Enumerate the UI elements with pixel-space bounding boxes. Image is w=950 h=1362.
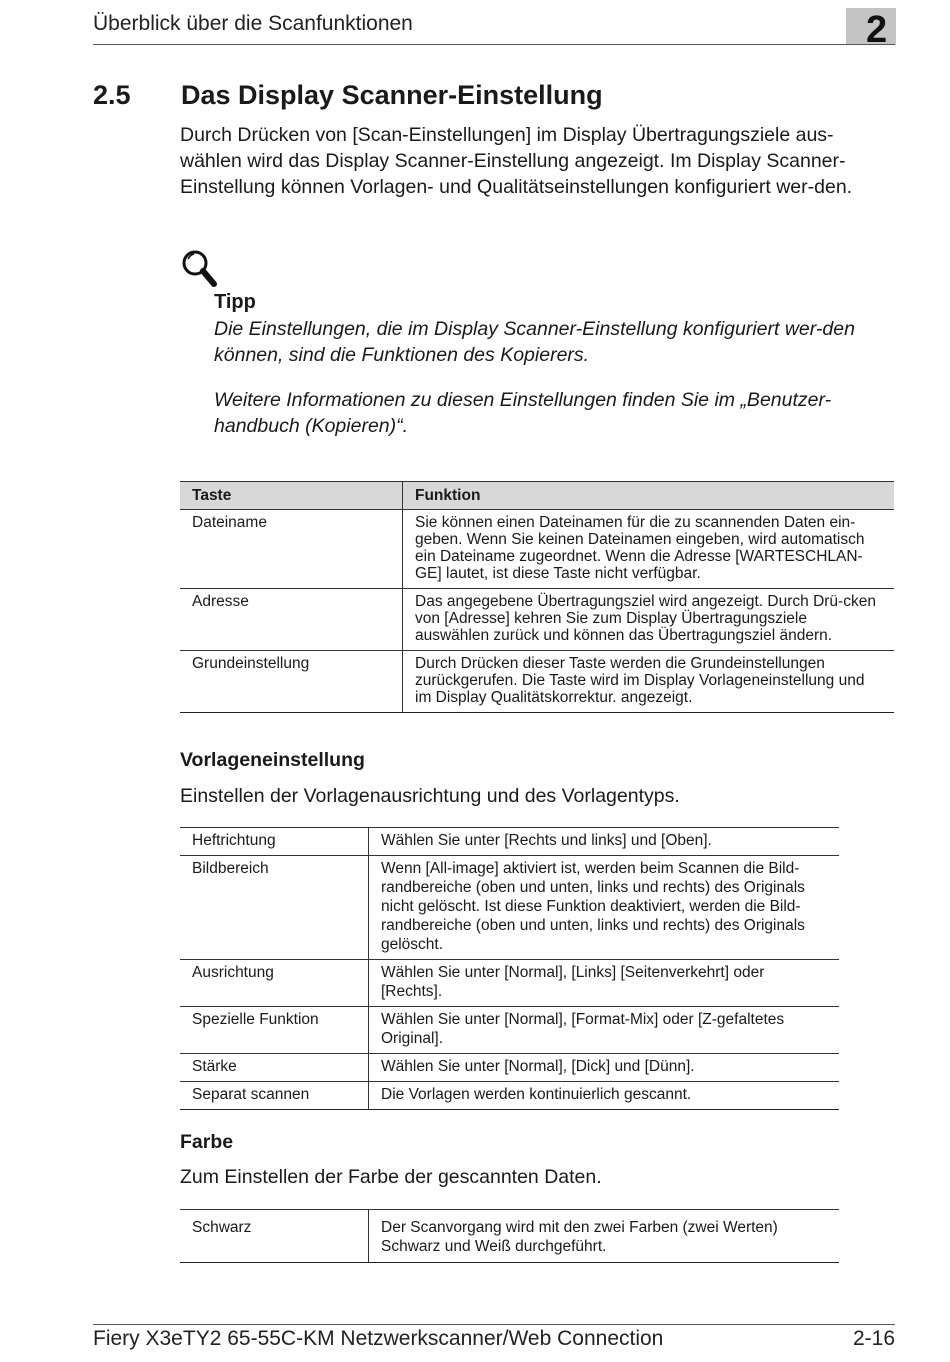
table-row xyxy=(180,1210,839,1263)
keys-table xyxy=(180,481,894,713)
magnifier-icon xyxy=(181,249,217,287)
running-header: Überblick über die Scanfunktionen xyxy=(93,12,413,35)
table-row xyxy=(180,856,839,960)
table-row xyxy=(180,510,894,589)
key-cell: Adresse xyxy=(180,589,403,651)
tip-paragraph-1: Die Einstellungen, die im Display Scanner-Einstellung konfiguriert wer-den können, sind die Funktionen des Kopierers. xyxy=(214,318,855,366)
table-row xyxy=(180,651,894,713)
description-cell: Die Vorlagen werden kontinuierlich gescannt. xyxy=(369,1082,840,1110)
setting-cell: Stärke xyxy=(180,1054,369,1082)
chapter-number: 2 xyxy=(866,9,888,51)
column-header: Funktion xyxy=(403,482,895,510)
subsection-text-vorlage: Einstellen der Vorlagenausrichtung und des Vorlagentyps. xyxy=(180,785,680,807)
description-cell: Der Scanvorgang wird mit den zwei Farben (zwei Werten) Schwarz und Weiß durchgeführt. xyxy=(369,1210,840,1263)
table-header-row xyxy=(180,482,894,510)
tip-paragraph-2: Weitere Informationen zu diesen Einstellungen finden Sie im „Benutzer-handbuch (Kopieren)“. xyxy=(214,389,832,437)
vorlage-table xyxy=(180,827,839,1110)
setting-cell: Spezielle Funktion xyxy=(180,1007,369,1054)
key-cell: Grundeinstellung xyxy=(180,651,403,713)
subsection-text-farbe: Zum Einstellen der Farbe der gescannten Daten. xyxy=(180,1166,602,1188)
section-number: 2.5 xyxy=(93,80,131,110)
header-rule xyxy=(93,44,895,45)
footer-product-title: Fiery X3eTY2 65-55C-KM Netzwerkscanner/Web Connection xyxy=(93,1327,664,1350)
description-cell: Wenn [All-image] aktiviert ist, werden beim Scannen die Bild-randbereiche (oben und unten, links und rechts) des Originals nicht gelöscht. Ist diese Funktion deaktiviert, werden die Bild-randbereiche (oben und unten, links und rechts) des Originals gelöscht. xyxy=(369,856,840,960)
page-number: 2-16 xyxy=(852,1327,895,1350)
footer-rule xyxy=(93,1324,895,1325)
description-cell: Wählen Sie unter [Normal], [Dick] und [Dünn]. xyxy=(369,1054,840,1082)
setting-cell: Heftrichtung xyxy=(180,828,369,856)
function-cell: Durch Drücken dieser Taste werden die Grundeinstellungen zurückgerufen. Die Taste wird im Display Vorlageneinstellung und im Display Qualitätskorrektur. angezeigt. xyxy=(403,651,895,713)
table-row xyxy=(180,960,839,1007)
key-cell: Dateiname xyxy=(180,510,403,589)
farbe-table xyxy=(180,1209,839,1263)
table-row xyxy=(180,1054,839,1082)
description-cell: Wählen Sie unter [Normal], [Format-Mix] oder [Z-gefaltetes Original]. xyxy=(369,1007,840,1054)
subsection-heading-vorlage: Vorlageneinstellung xyxy=(180,749,365,771)
section-title: Das Display Scanner-Einstellung xyxy=(181,80,603,110)
column-header: Taste xyxy=(180,482,403,510)
setting-cell: Bildbereich xyxy=(180,856,369,960)
intro-paragraph: Durch Drücken von [Scan-Einstellungen] im Display Übertragungsziele aus-wählen wird das Display Scanner-Einstellung angezeigt. Im Display Scanner-Einstellung können Vorlagen- und Qualitätseinstellungen konfiguriert wer-den. xyxy=(180,124,853,198)
subsection-heading-farbe: Farbe xyxy=(180,1131,234,1153)
table-row xyxy=(180,828,839,856)
function-cell: Das angegebene Übertragungsziel wird angezeigt. Durch Drü-cken von [Adresse] kehren Sie zum Display Übertragungsziele auswählen zurück und können das Übertragungsziel ändern. xyxy=(403,589,895,651)
table-row xyxy=(180,1082,839,1110)
description-cell: Wählen Sie unter [Normal], [Links] [Seitenverkehrt] oder [Rechts]. xyxy=(369,960,840,1007)
setting-cell: Separat scannen xyxy=(180,1082,369,1110)
function-cell: Sie können einen Dateinamen für die zu scannenden Daten ein-geben. Wenn Sie keinen Dateinamen eingeben, wird automatisch ein Dateiname zugeordnet. Wenn die Adresse [WARTESCHLAN-GE] lautet, ist diese Taste nicht verfügbar. xyxy=(403,510,895,589)
table-row xyxy=(180,589,894,651)
table-row xyxy=(180,1007,839,1054)
tip-label: Tipp xyxy=(214,291,256,313)
setting-cell: Ausrichtung xyxy=(180,960,369,1007)
description-cell: Wählen Sie unter [Rechts und links] und [Oben]. xyxy=(369,828,840,856)
setting-cell: Schwarz xyxy=(180,1210,369,1263)
